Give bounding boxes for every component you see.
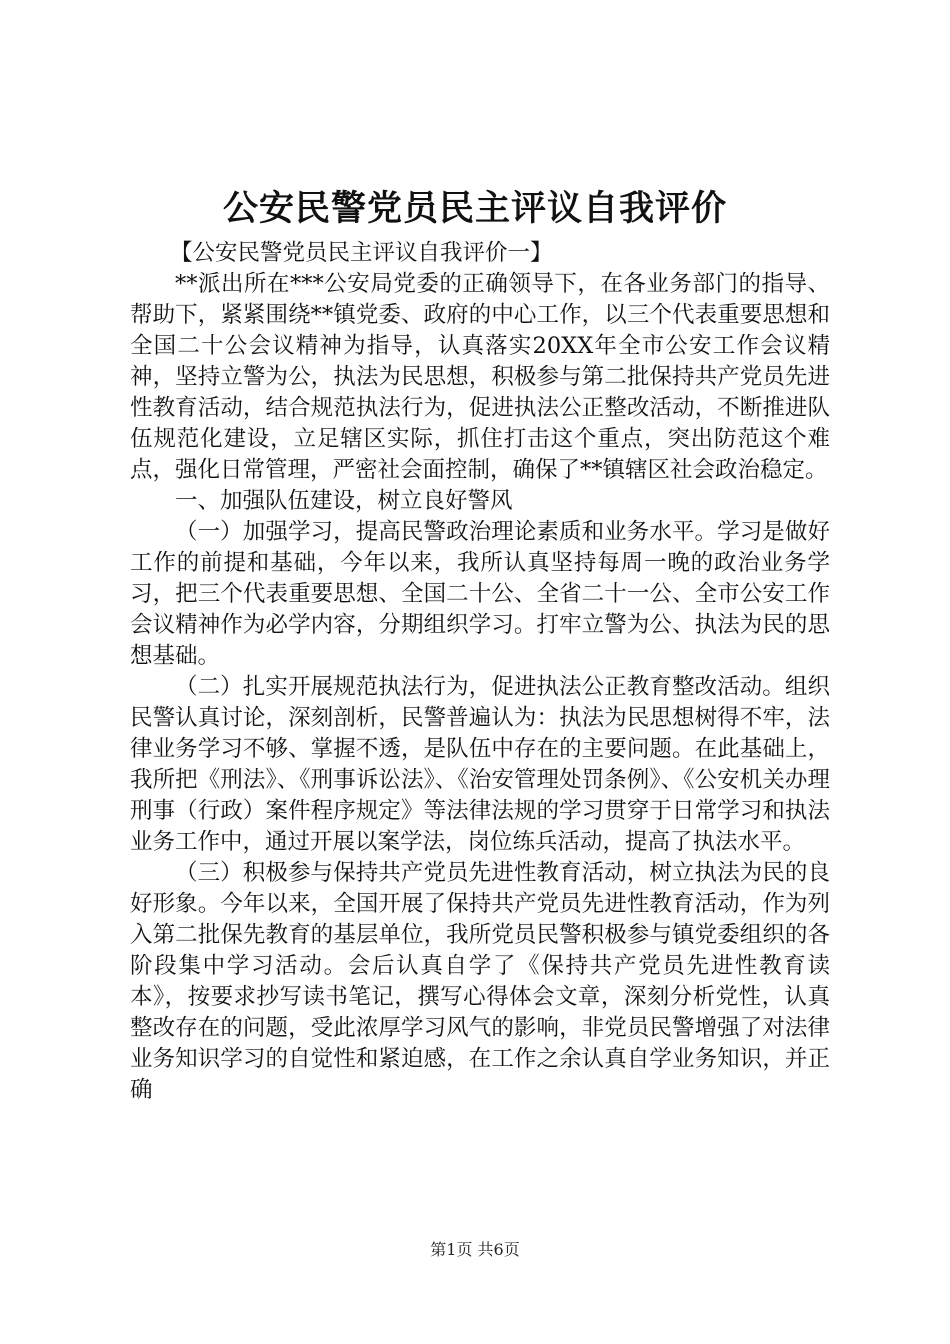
page-number: 第1页 共6页 — [430, 1240, 520, 1259]
paragraph-law-enforcement: （二）扎实开展规范执法行为，促进执法公正教育整改活动。组织民警认真讨论，深刻剖析，民警普遍认为：执法为民思想树得不牢，法律业务学习不够、掌握不透，是队伍中存在的主要问题。在此基础上，我所把《刑法》、《刑事诉讼法》、《治安管理处罚条例》、《公安机关办理刑事（行政）案件程序规定》等法律法规的学习贯穿于日常学习和执法业务工作中，通过开展以案学法，岗位练兵活动，提高了执法水平。 — [130, 674, 830, 855]
paragraph-intro: **派出所在***公安局党委的正确领导下，在各业务部门的指导、帮助下，紧紧围绕**镇党委、政府的中心工作，以三个代表重要思想和全国二十公会议精神为指导，认真落实20XX年全市公安工作会议精神，坚持立警为公，执法为民思想，积极参与第二批保持共产党员先进性教育活动，结合规范执法行为，促进执法公正整改活动，不断推进队伍规范化建设，立足辖区实际，抓住打击这个重点，突出防范这个难点，强化日常管理，严密社会面控制，确保了**镇辖区社会政治稳定。 — [130, 271, 830, 483]
paragraph-education-activity: （三）积极参与保持共产党员先进性教育活动，树立执法为民的良好形象。今年以来，全国开展了保持共产党员先进性教育活动，作为列入第二批保先教育的基层单位，我所党员民警积极参与镇党委组织的各阶段集中学习活动。会后认真自学了《保持共产党员先进性教育读本》，按要求抄写读书笔记，撰写心得体会文章，深刻分析党性，认真整改存在的问题，受此浓厚学习风气的影响，非党员民警增强了对法律业务知识学习的自觉性和紧迫感，在工作之余认真自学业务知识，并正确 — [130, 860, 830, 1103]
document-body — [130, 238, 830, 1106]
paragraph-study: （一）加强学习，提高民警政治理论素质和业务水平。学习是做好工作的前提和基础，今年以来，我所认真坚持每周一晚的政治业务学习，把三个代表重要思想、全国二十公、全省二十一公、全市公安工作会议精神作为必学内容，分期组织学习。打牢立警为公、执法为民的思想基础。 — [130, 519, 830, 669]
section-heading: 一、加强队伍建设，树立良好警风 — [175, 488, 513, 514]
document-title: 公安民警党员民主评议自我评价 — [222, 188, 727, 229]
document-subtitle: 【公安民警党员民主评议自我评价一】 — [170, 240, 553, 266]
